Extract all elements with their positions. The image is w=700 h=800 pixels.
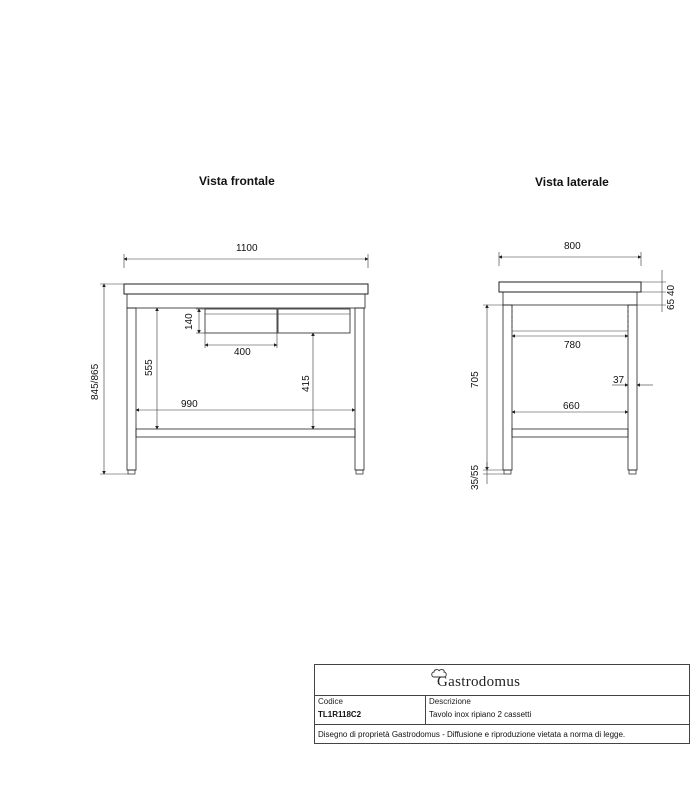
- drawer-right: [278, 309, 350, 333]
- side-foot-left: [504, 470, 511, 474]
- dim-drawer-width: 400: [234, 347, 251, 358]
- title-block: [314, 664, 690, 744]
- dim-apron-height: 65: [666, 298, 677, 310]
- dim-leg-size: 37: [613, 375, 625, 386]
- code-cell: [315, 696, 426, 724]
- copyright-text: Disegno di proprietà Gastrodomus - Diffusione e riproduzione vietata a norma di legge.: [318, 730, 626, 739]
- side-leg-left: [503, 305, 512, 470]
- side-view-title: Vista laterale: [535, 175, 609, 189]
- front-view-title: Vista frontale: [199, 174, 275, 188]
- copyright-footer: [315, 724, 689, 745]
- front-view: [124, 284, 368, 474]
- description-cell: [426, 696, 690, 724]
- dim-overall-width: 1100: [236, 243, 258, 254]
- front-foot-right: [356, 470, 363, 474]
- dim-shelf-depth: 660: [563, 401, 580, 412]
- dim-top-to-shelf: 555: [144, 359, 155, 376]
- brand-logo: Gastrodomus: [437, 674, 521, 690]
- front-foot-left: [128, 470, 135, 474]
- dim-shelf-height: 415: [301, 375, 312, 392]
- dim-foot-height: 35/55: [470, 464, 481, 490]
- side-foot-right: [629, 470, 636, 474]
- code-label: Codice: [318, 697, 343, 706]
- dim-overall-depth: 800: [564, 241, 581, 252]
- drawer-left: [205, 309, 277, 333]
- logo-row: [315, 665, 689, 696]
- dim-drawer-height: 140: [184, 313, 195, 330]
- side-leg-right: [628, 305, 637, 470]
- side-shelf: [512, 429, 628, 437]
- front-dimensions: [90, 243, 368, 474]
- dim-leg-height: 705: [470, 371, 481, 388]
- description-value: Tavolo inox ripiano 2 cassetti: [429, 710, 532, 719]
- front-leg-left: [127, 308, 136, 470]
- dim-overall-height: 845/865: [90, 363, 101, 400]
- front-apron: [127, 294, 365, 308]
- front-leg-right: [355, 308, 364, 470]
- front-shelf: [136, 429, 355, 437]
- side-apron: [503, 292, 637, 305]
- description-label: Descrizione: [429, 697, 471, 706]
- front-top: [124, 284, 368, 294]
- dim-top-thickness: 40: [666, 284, 677, 296]
- side-dimensions: [470, 241, 677, 490]
- side-top: [499, 282, 641, 292]
- dim-inner-width: 990: [181, 399, 198, 410]
- code-value: TL1R118C2: [318, 710, 362, 719]
- dim-inner-depth: 780: [564, 340, 581, 351]
